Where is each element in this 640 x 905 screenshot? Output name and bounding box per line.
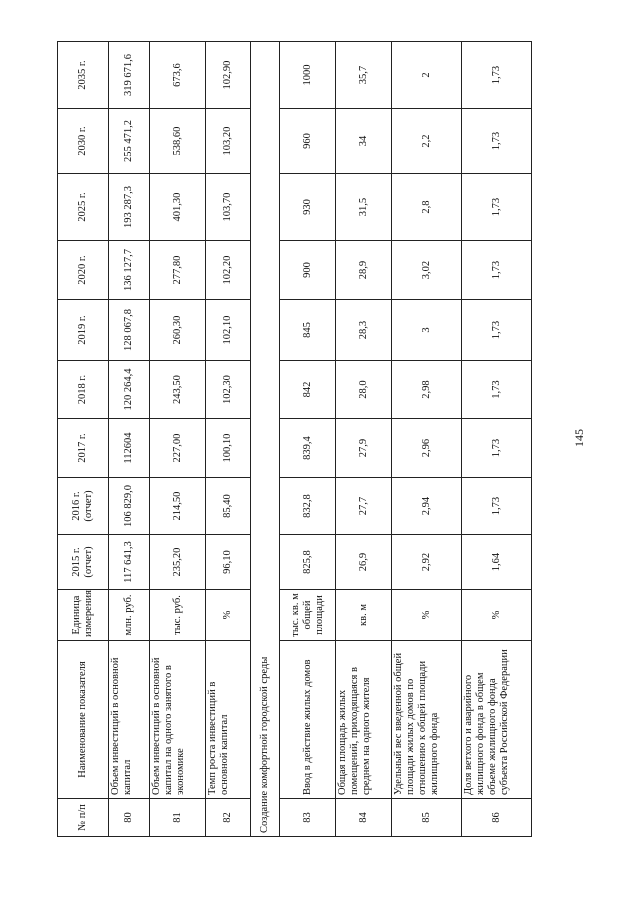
row-number: 86 bbox=[462, 799, 532, 837]
page-number: 145 bbox=[572, 429, 586, 447]
value-cell: 27,9 bbox=[336, 419, 392, 478]
value-cell: 1,73 bbox=[462, 174, 532, 241]
value-cell: 2,92 bbox=[392, 535, 462, 590]
value-cell: 2,96 bbox=[392, 419, 462, 478]
header-year: 2030 г. bbox=[58, 109, 109, 174]
value-cell: 260,30 bbox=[150, 300, 206, 361]
indicator-unit: % bbox=[462, 590, 532, 641]
table-row bbox=[392, 42, 462, 837]
header-row bbox=[58, 42, 109, 837]
value-cell: 1,73 bbox=[462, 361, 532, 419]
indicator-name: Объем инвестиций в основной капитал bbox=[109, 641, 150, 799]
value-cell: 27,7 bbox=[336, 478, 392, 535]
row-number: 83 bbox=[280, 799, 336, 837]
row-number: 80 bbox=[109, 799, 150, 837]
table-row bbox=[109, 42, 150, 837]
value-cell: 2,98 bbox=[392, 361, 462, 419]
value-cell: 102,90 bbox=[206, 42, 251, 109]
header-name: Наименование показателя bbox=[58, 641, 109, 799]
header-unit: Единица измерения bbox=[58, 590, 109, 641]
value-cell: 31,5 bbox=[336, 174, 392, 241]
value-cell: 120 264,4 bbox=[109, 361, 150, 419]
value-cell: 3 bbox=[392, 300, 462, 361]
table-row bbox=[150, 42, 206, 837]
table-row bbox=[462, 42, 532, 837]
value-cell: 1,64 bbox=[462, 535, 532, 590]
value-cell: 2,8 bbox=[392, 174, 462, 241]
indicator-name: Удельный вес введенной общей площади жилых домов по отношению к общей площади жилищного фонда bbox=[392, 641, 462, 799]
value-cell: 28,0 bbox=[336, 361, 392, 419]
value-cell: 930 bbox=[280, 174, 336, 241]
value-cell: 136 127,7 bbox=[109, 241, 150, 300]
table-row bbox=[280, 42, 336, 837]
value-cell: 1,73 bbox=[462, 478, 532, 535]
value-cell: 2,94 bbox=[392, 478, 462, 535]
value-cell: 103,20 bbox=[206, 109, 251, 174]
value-cell: 106 829,0 bbox=[109, 478, 150, 535]
table-row bbox=[206, 42, 251, 837]
value-cell: 28,3 bbox=[336, 300, 392, 361]
header-year: 2035 г. bbox=[58, 42, 109, 109]
value-cell: 102,20 bbox=[206, 241, 251, 300]
section-row bbox=[251, 42, 280, 837]
value-cell: 35,7 bbox=[336, 42, 392, 109]
value-cell: 277,80 bbox=[150, 241, 206, 300]
value-cell: 34 bbox=[336, 109, 392, 174]
value-cell: 85,40 bbox=[206, 478, 251, 535]
value-cell: 235,20 bbox=[150, 535, 206, 590]
value-cell: 319 671,6 bbox=[109, 42, 150, 109]
indicator-unit: тыс. кв. м общей площади bbox=[280, 590, 336, 641]
value-cell: 28,9 bbox=[336, 241, 392, 300]
value-cell: 1,73 bbox=[462, 42, 532, 109]
value-cell: 1,73 bbox=[462, 419, 532, 478]
value-cell: 102,30 bbox=[206, 361, 251, 419]
indicator-unit: млн. руб. bbox=[109, 590, 150, 641]
header-year: 2016 г. (отчет) bbox=[58, 478, 109, 535]
row-number: 81 bbox=[150, 799, 206, 837]
value-cell: 1,73 bbox=[462, 300, 532, 361]
rotated-table-wrapper bbox=[57, 42, 532, 837]
indicator-name: Общая площадь жилых помещений, приходящаяся в среднем на одного жителя bbox=[336, 641, 392, 799]
indicator-unit: кв. м bbox=[336, 590, 392, 641]
value-cell: 842 bbox=[280, 361, 336, 419]
value-cell: 900 bbox=[280, 241, 336, 300]
header-year: 2020 г. bbox=[58, 241, 109, 300]
indicator-name: Объем инвестиций в основной капитал на одного занятого в экономике bbox=[150, 641, 206, 799]
indicator-unit: тыс. руб. bbox=[150, 590, 206, 641]
indicator-unit: % bbox=[206, 590, 251, 641]
value-cell: 128 067,8 bbox=[109, 300, 150, 361]
indicator-name: Доля ветхого и аварийного жилищного фонда в общем объеме жилищного фонда субъекта Российской Федерации bbox=[462, 641, 532, 799]
value-cell: 825,8 bbox=[280, 535, 336, 590]
value-cell: 960 bbox=[280, 109, 336, 174]
header-num: № п/п bbox=[58, 799, 109, 837]
value-cell: 193 287,3 bbox=[109, 174, 150, 241]
value-cell: 538,60 bbox=[150, 109, 206, 174]
section-title: Создание комфортной городской среды bbox=[251, 42, 280, 837]
indicator-name: Ввод в действие жилых домов bbox=[280, 641, 336, 799]
value-cell: 3,02 bbox=[392, 241, 462, 300]
value-cell: 100,10 bbox=[206, 419, 251, 478]
value-cell: 845 bbox=[280, 300, 336, 361]
value-cell: 839,4 bbox=[280, 419, 336, 478]
header-year: 2019 г. bbox=[58, 300, 109, 361]
header-year: 2025 г. bbox=[58, 174, 109, 241]
indicators-table bbox=[57, 41, 532, 837]
value-cell: 2 bbox=[392, 42, 462, 109]
indicator-unit: % bbox=[392, 590, 462, 641]
value-cell: 112604 bbox=[109, 419, 150, 478]
value-cell: 1,73 bbox=[462, 241, 532, 300]
value-cell: 1,73 bbox=[462, 109, 532, 174]
value-cell: 832,8 bbox=[280, 478, 336, 535]
value-cell: 2,2 bbox=[392, 109, 462, 174]
row-number: 85 bbox=[392, 799, 462, 837]
value-cell: 214,50 bbox=[150, 478, 206, 535]
value-cell: 103,70 bbox=[206, 174, 251, 241]
header-year: 2015 г. (отчет) bbox=[58, 535, 109, 590]
table-row bbox=[336, 42, 392, 837]
value-cell: 255 471,2 bbox=[109, 109, 150, 174]
value-cell: 227,00 bbox=[150, 419, 206, 478]
indicator-name: Темп роста инвестиций в основной капитал bbox=[206, 641, 251, 799]
row-number: 82 bbox=[206, 799, 251, 837]
value-cell: 243,50 bbox=[150, 361, 206, 419]
header-year: 2017 г. bbox=[58, 419, 109, 478]
row-number: 84 bbox=[336, 799, 392, 837]
header-year: 2018 г. bbox=[58, 361, 109, 419]
value-cell: 102,10 bbox=[206, 300, 251, 361]
value-cell: 117 641,3 bbox=[109, 535, 150, 590]
value-cell: 1000 bbox=[280, 42, 336, 109]
value-cell: 673,6 bbox=[150, 42, 206, 109]
value-cell: 96,10 bbox=[206, 535, 251, 590]
value-cell: 26,9 bbox=[336, 535, 392, 590]
value-cell: 401,30 bbox=[150, 174, 206, 241]
